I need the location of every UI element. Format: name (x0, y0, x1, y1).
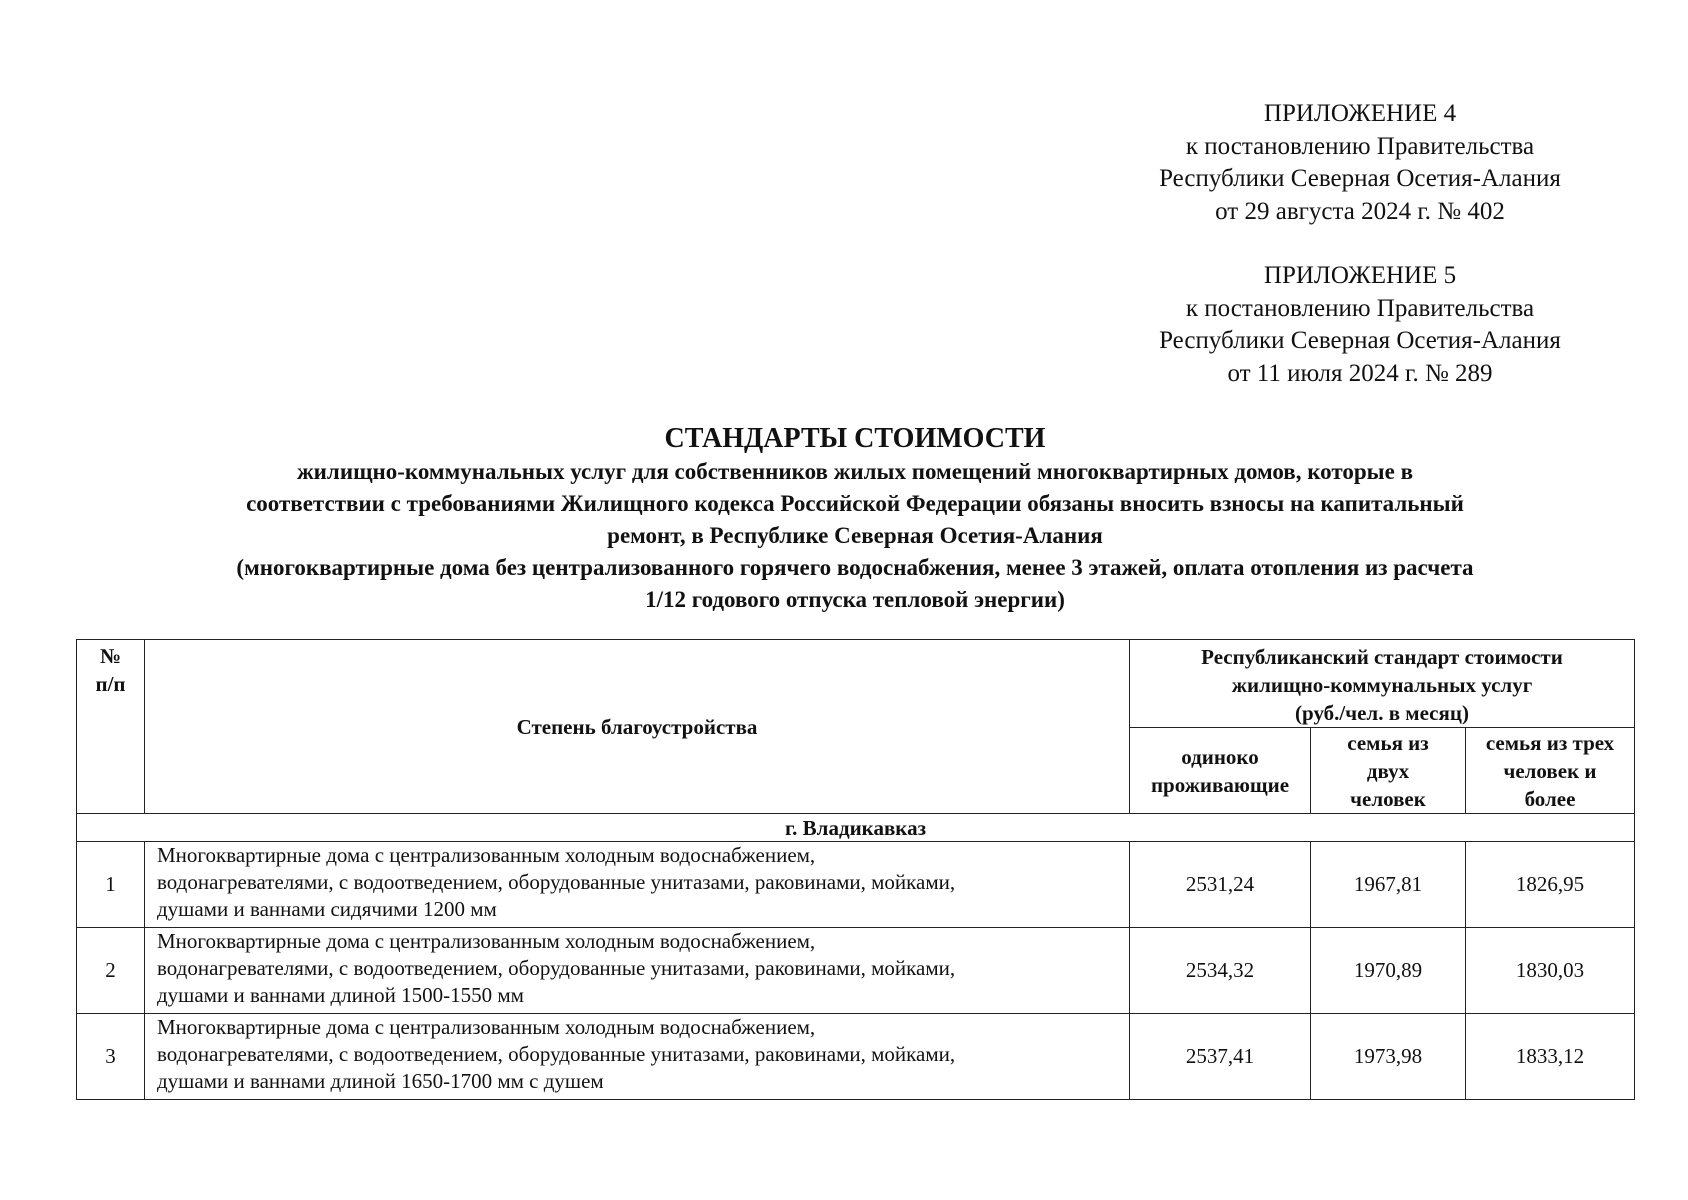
row-description-line-2: водонагревателями, с водоотведением, оборудованные унитазами, раковинами, мойками, (157, 1042, 956, 1066)
annex-5-line-1: к постановлению Правительства (1185, 294, 1535, 322)
value-single: 2537,41 (1130, 1014, 1311, 1100)
header-degree: Степень благоустройства (145, 640, 1130, 814)
row-description-line-1: Многоквартирные дома с централизованным холодным водоснабжением, (157, 1015, 816, 1039)
header-standard-group (1130, 640, 1635, 728)
table-header-row-1 (77, 640, 1635, 728)
row-description-line-2: водонагревателями, с водоотведением, оборудованные унитазами, раковинами, мойками, (157, 870, 956, 894)
value-two-persons: 1967,81 (1311, 842, 1466, 928)
row-description-line-3: душами и ваннами длиной 1650-1700 мм с душем (157, 1069, 604, 1093)
row-description (145, 928, 1130, 1014)
subtitle-line-4: (многоквартирные дома без централизованного горячего водоснабжения, менее 3 этажей, оплата отопления из расчета (236, 555, 1474, 580)
header-number (77, 640, 145, 814)
annex-4-line-1: к постановлению Правительства (1185, 132, 1535, 160)
header-single-line-2: проживающие (1150, 772, 1290, 797)
subtitle-line-2: соответствии с требованиями Жилищного кодекса Российской Федерации обязаны вносить взносы на капитальный (246, 491, 1464, 516)
table-row (77, 928, 1635, 1014)
row-description-line-3: душами и ваннами длиной 1500-1550 мм (157, 983, 524, 1007)
annex-5-line-3: от 11 июля 2024 г. № 289 (1227, 359, 1493, 387)
table-row (77, 842, 1635, 928)
city-name: г. Владикавказ (77, 814, 1635, 842)
row-description (145, 1014, 1130, 1100)
subtitle-line-3: ремонт, в Республике Северная Осетия-Алания (607, 523, 1103, 548)
annex-5-block (1100, 260, 1620, 390)
header-number-line-2: п/п (95, 672, 126, 696)
header-group-line-2: жилищно-коммунальных услуг (1231, 673, 1533, 697)
row-number: 1 (77, 842, 145, 928)
header-three-persons (1466, 728, 1635, 814)
header-number-line-1: № (99, 644, 122, 668)
annex-4-line-2: Республики Северная Осетия-Алания (1159, 165, 1561, 192)
row-description-line-1: Многоквартирные дома с централизованным холодным водоснабжением, (157, 843, 816, 867)
annex-4-line-3: от 29 августа 2024 г. № 402 (1215, 197, 1505, 225)
value-two-persons: 1970,89 (1311, 928, 1466, 1014)
row-description-line-3: душами и ваннами сидячими 1200 мм (157, 897, 497, 921)
header-two-line-2: двух (1366, 758, 1410, 783)
value-three-persons: 1826,95 (1466, 842, 1635, 928)
standards-table (76, 639, 1635, 1100)
header-group-line-1: Республиканский стандарт стоимости (1201, 645, 1563, 669)
header-two-persons (1311, 728, 1466, 814)
row-number: 2 (77, 928, 145, 1014)
header-three-line-3: более (1524, 786, 1576, 811)
row-description (145, 842, 1130, 928)
value-three-persons: 1833,12 (1466, 1014, 1635, 1100)
header-three-line-2: человек и (1503, 758, 1597, 783)
document-title: СТАНДАРТЫ СТОИМОСТИ (664, 423, 1046, 454)
value-single: 2531,24 (1130, 842, 1311, 928)
row-number: 3 (77, 1014, 145, 1100)
header-three-line-1: семья из трех (1485, 730, 1615, 755)
table-row (77, 1014, 1635, 1100)
value-two-persons: 1973,98 (1311, 1014, 1466, 1100)
document-title-block (60, 422, 1650, 616)
row-description-line-1: Многоквартирные дома с централизованным холодным водоснабжением, (157, 929, 816, 953)
header-single-line-1: одиноко (1181, 744, 1259, 769)
header-two-line-3: человек (1350, 786, 1426, 811)
city-row (77, 814, 1635, 842)
row-description-line-2: водонагревателями, с водоотведением, оборудованные унитазами, раковинами, мойками, (157, 956, 956, 980)
annex-4-block (1100, 98, 1620, 228)
subtitle-line-5: 1/12 годового отпуска тепловой энергии) (645, 587, 1065, 612)
annex-5-line-2: Республики Северная Осетия-Алания (1159, 327, 1561, 354)
header-single (1130, 728, 1311, 814)
value-three-persons: 1830,03 (1466, 928, 1635, 1014)
subtitle-line-1: жилищно-коммунальных услуг для собственников жилых помещений многоквартирных домов, которые в (296, 459, 1413, 484)
annex-4-heading: ПРИЛОЖЕНИЕ 4 (1263, 100, 1457, 127)
header-group-line-3: (руб./чел. в месяц) (1295, 701, 1469, 725)
header-two-line-1: семья из (1347, 730, 1429, 755)
annex-5-heading: ПРИЛОЖЕНИЕ 5 (1263, 262, 1457, 289)
value-single: 2534,32 (1130, 928, 1311, 1014)
